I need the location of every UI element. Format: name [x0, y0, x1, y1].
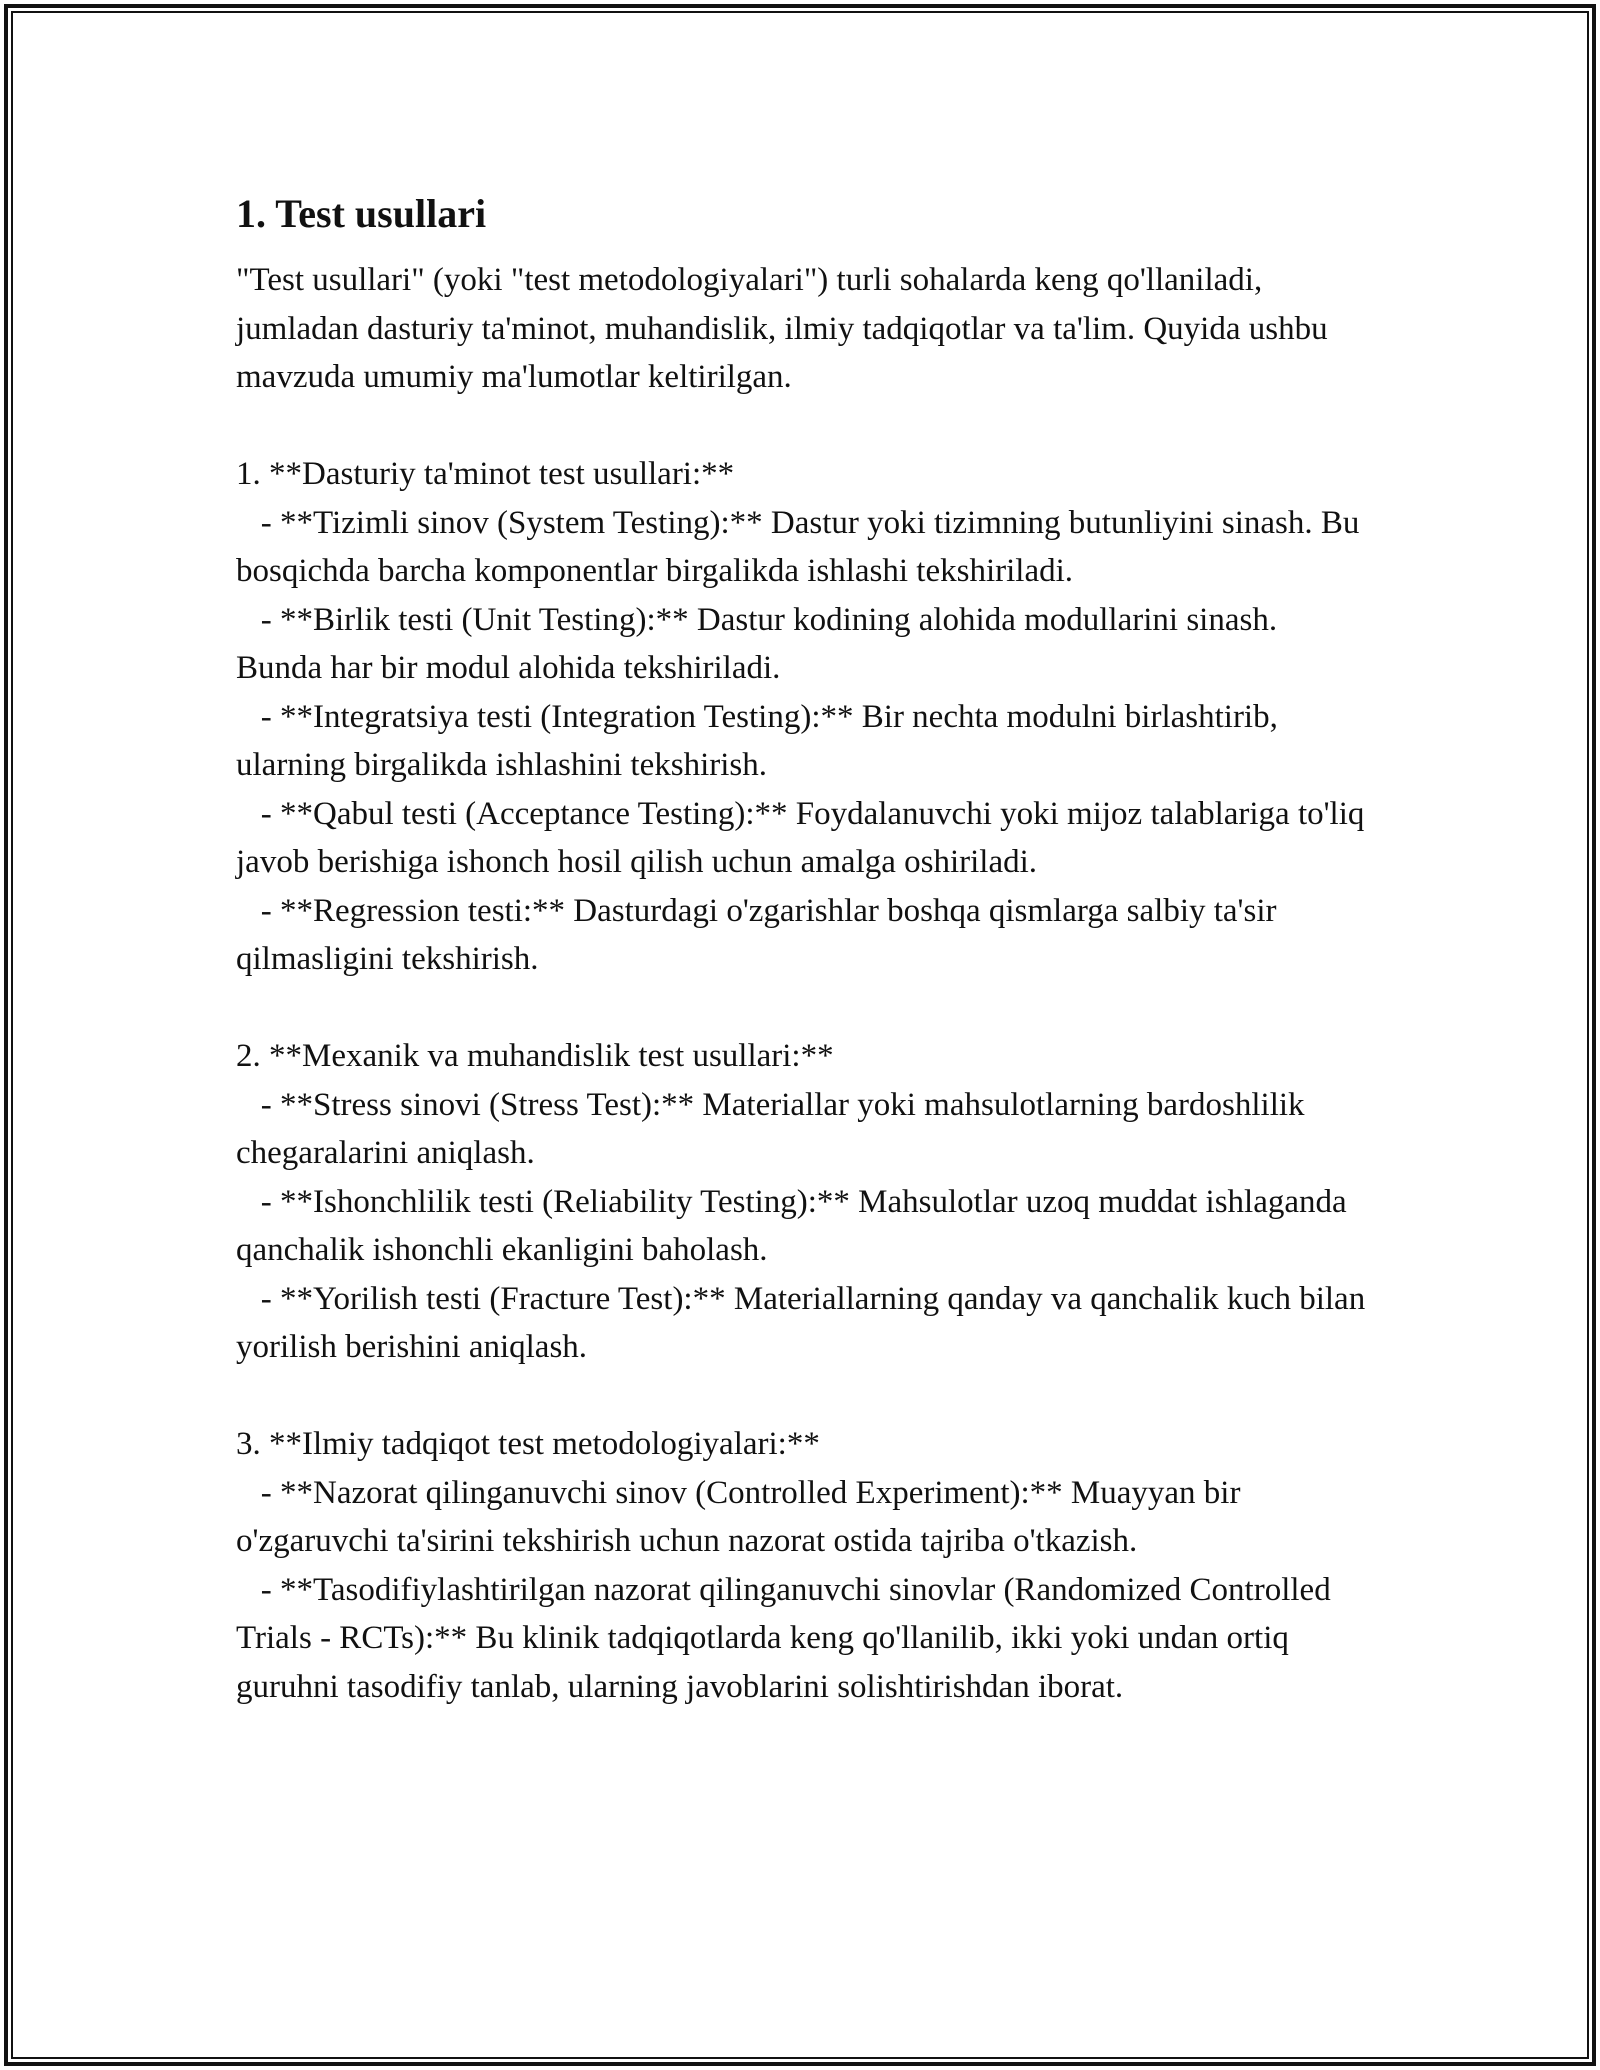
list-item: - **Qabul testi (Acceptance Testing):** Foydalanuvchi yoki mijoz talablariga to'liq javob berishiga ishonch hosil qilish uchun amalga oshiriladi. — [236, 795, 1373, 880]
intro-paragraph: "Test usullari" (yoki "test metodologiyalari") turli sohalarda keng qo'llaniladi, jumladan dasturiy ta'minot, muhandislik, ilmiy tadqiqotlar va ta'lim. Quyida ushbu mavzuda umumiy ma'lumotlar keltirilgan. — [236, 262, 1336, 395]
section-heading: 3. **Ilmiy tadqiqot test metodologiyalari:** — [236, 1426, 820, 1462]
list-item: - **Tasodifiylashtirilgan nazorat qilinganuvchi sinovlar (Randomized Controlled Trials - RCTs):** Bu klinik tadqiqotlarda keng qo'llanilib, ikki yoki undan ortiq guruhni tasodifiy tanlab, ularning javoblarini solishtirishdan iborat. — [236, 1571, 1339, 1705]
list-item: - **Tizimli sinov (System Testing):** Dastur yoki tizimning butunliyini sinash. Bu bosqichda barcha komponentlar birgalikda ishlashi tekshiriladi. — [236, 504, 1368, 589]
section-software-testing — [236, 450, 1373, 984]
list-item: - **Yorilish testi (Fracture Test):** Materiallarning qanday va qanchalik kuch bilan yorilish berishini aniqlash. — [236, 1280, 1374, 1365]
list-item: - **Nazorat qilinganuvchi sinov (Controlled Experiment):** Muayyan bir o'zgaruvchi ta'sirini tekshirish uchun nazorat ostida tajriba o'tkazish. — [236, 1474, 1249, 1559]
list-item: - **Stress sinovi (Stress Test):** Materiallar yoki mahsulotlarning bardoshlilik chegaralarini aniqlash. — [236, 1086, 1313, 1171]
section-heading: 2. **Mexanik va muhandislik test usullari:** — [236, 1038, 834, 1074]
section-scientific-testing — [236, 1420, 1366, 1711]
paragraph-gap — [236, 984, 1366, 1033]
section-heading: 1. **Dasturiy ta'minot test usullari:** — [236, 456, 735, 492]
list-item: - **Ishonchlilik testi (Reliability Testing):** Mahsulotlar uzoq muddat ishlaganda qanchalik ishonchli ekanligini baholash. — [236, 1183, 1355, 1268]
list-item: - **Regression testi:** Dasturdagi o'zgarishlar boshqa qismlarga salbiy ta'sir qilmasligini tekshirish. — [236, 892, 1285, 977]
paragraph-gap — [236, 1372, 1366, 1421]
list-item: - **Integratsiya testi (Integration Testing):** Bir nechta modulni birlashtirib, ularning birgalikda ishlashini tekshirish. — [236, 698, 1287, 783]
document-body — [236, 186, 1374, 1711]
list-item: - **Birlik testi (Unit Testing):** Dastur kodining alohida modullarini sinash. Bunda har bir modul alohida tekshiriladi. — [236, 601, 1286, 686]
paragraph-gap — [236, 402, 1366, 451]
document-title: 1. Test usullari — [236, 191, 487, 236]
section-mechanical-testing — [236, 1032, 1374, 1372]
